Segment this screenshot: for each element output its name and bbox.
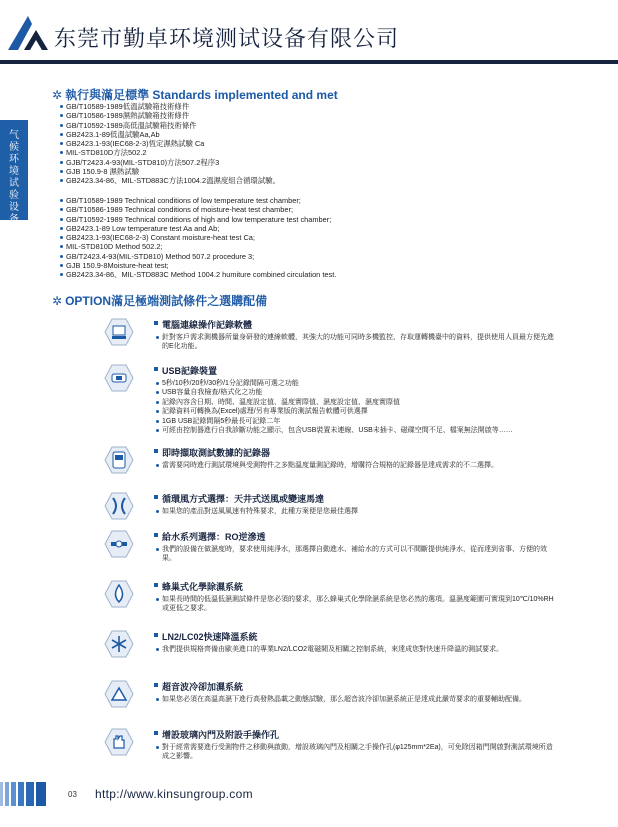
standards-en-list: [60, 196, 336, 280]
list-item: GB2423.1-93(IEC68-2-3)恆定濕熱試驗 Ca: [60, 139, 280, 148]
star-icon: ✲: [52, 88, 63, 102]
side-tab-char: 环: [9, 154, 19, 165]
list-item: GB/T10586-1989濕熱試驗箱技術條件: [60, 111, 280, 120]
list-item: GB2423.1-89 Low temperature test Aa and Ab;: [60, 224, 336, 233]
side-tab-char: 备: [9, 214, 19, 225]
option-line: 如果長時間的低溫低濕測試條件是您必須的要求，那么蜂巢式化學除濕系統是您必然的選項。溫濕度範圍可實現到10℃/10%RH或更低之要求。: [154, 595, 554, 614]
option-title: 循環風方式選擇：天井式送風或變速馬達: [154, 492, 554, 505]
options-heading: ✲ OPTION滿足極端測試條件之選購配備: [52, 294, 268, 308]
company-logo: [6, 12, 50, 52]
side-tab-char: 设: [9, 202, 19, 213]
option-title: 超音波冷卻加濕系統: [154, 680, 554, 693]
list-item: GB/T10592-1989高低溫試驗箱技術條件: [60, 121, 280, 130]
list-item: GB2423.1-89低溫試驗Aa,Ab: [60, 130, 280, 139]
option-line: 5秒/10秒/20秒/30秒/1分記錄間隔可選之功能: [154, 379, 554, 388]
footer-bar: [36, 782, 46, 806]
side-tab-char: 候: [9, 142, 19, 153]
option-title: 蜂巢式化學除濕系統: [154, 580, 554, 593]
data-logger-icon: [104, 446, 134, 474]
footer-bar: [18, 782, 24, 806]
list-item: GB/T10589-1989 Technical conditions of low temperature test chamber;: [60, 196, 336, 205]
option-line: 記錄內容含日期、時間、溫度設定值、溫度實際值、濕度設定值、濕度實際值: [154, 398, 554, 407]
side-tab-char: 境: [9, 166, 19, 177]
page-number: 03: [68, 790, 77, 799]
option-line: 針對客戶需求測機器所量身研發的連線軟體，其強大的功能可同時多機監控、存取運轉機臺中的資料，提供使用人員最方便先進的E化功能。: [154, 333, 554, 352]
list-item: GB2423.34-86、MIL-STD883C Method 1004.2 humiture combined circulation test.: [60, 270, 336, 279]
glove-port-icon: [104, 728, 134, 756]
footer-bar: [26, 782, 34, 806]
footer-bar: [5, 782, 9, 806]
footer-bar: [11, 782, 16, 806]
ultrasonic-icon: [104, 680, 134, 708]
company-name: 东莞市勤卓环境测试设备有限公司: [54, 27, 400, 52]
list-item: GB/T10586-1989 Technical conditions of moisture-heat test chamber;: [60, 205, 336, 214]
page-header: [0, 0, 618, 64]
footer-bar: [0, 782, 3, 806]
standards-cn-list: [60, 102, 280, 186]
option-title: 電腦連線操作記錄軟體: [154, 318, 554, 331]
option-line: 我們的設備在做濕度時，要求使用純淨水，那選擇自動進水、補給水的方式可以不間斷提供純淨水，從而達到省事、方便的效果。: [154, 545, 554, 564]
computer-software-icon: [104, 318, 134, 346]
option-title: USB記錄裝置: [154, 364, 554, 377]
list-item: MIL-STD810D Method 502.2;: [60, 242, 336, 251]
option-line: 當需要同時進行測試環境與受測物件之多點溫度量測記錄時，增購符合規格的記錄器是達成需求的不二選擇。: [154, 461, 554, 470]
option-line: 我們提供規格齊備由歐美進口的專業LN2/LCO2電磁閥及相關之控制系統，來達成您對快速升降溫的測試要求。: [154, 645, 554, 654]
standards-heading: ✲ 執行與滿足標準 Standards implemented and met: [52, 88, 338, 102]
option-line: 記錄資料可轉換為(Excel)處理/另有專業版的測試報告軟體可供選擇: [154, 407, 554, 416]
option-line: 1GB USB記錄間隔5秒最長可記錄二年: [154, 417, 554, 426]
side-tab-char: 气: [9, 130, 19, 141]
option-title: 增設玻璃內門及附設手操作孔: [154, 728, 554, 741]
side-category-tab: [0, 120, 28, 225]
list-item: GB/T10592-1989 Technical conditions of high and low temperature test chamber;: [60, 215, 336, 224]
list-item: GJB 150.9-8Moisture-heat test;: [60, 261, 336, 270]
list-item: GB/T2423.4-93(MIL-STD810) Method 507.2 procedure 3;: [60, 252, 336, 261]
option-title: 即時擷取測試數據的記錄器: [154, 446, 554, 459]
option-line: 可經由控制器進行自我診斷功能之顯示，包含USB裝置未連線、USB未插卡、磁碟空間不足、檔案無法開啟等……: [154, 426, 554, 435]
list-item: GB2423.1-93(IEC68-2-3) Constant moisture-heat test Ca;: [60, 233, 336, 242]
option-line: 如果您的產品對送風風速有特殊要求，此種方案便是您最佳選擇: [154, 507, 554, 516]
option-title: 給水系列選擇：RO逆滲透: [154, 530, 554, 543]
website-url[interactable]: http://www.kinsungroup.com: [95, 787, 253, 801]
list-item: MIL-STD810D方法502.2: [60, 148, 280, 157]
list-item: GB/T10589-1989低溫試驗箱技術條件: [60, 102, 280, 111]
ro-water-icon: [104, 530, 134, 558]
side-tab-char: 验: [9, 190, 19, 201]
side-tab-char: 试: [9, 178, 19, 189]
snowflake-icon: [104, 630, 134, 658]
option-line: USB容量自我檢查/格式化之功能: [154, 388, 554, 397]
list-item: GJB/T2423.4-93(MIL-STD810)方法507.2程序3: [60, 158, 280, 167]
header-divider: [0, 60, 618, 64]
option-line: 如果您必須在高溫高濕下進行高發熱晶載之動態試驗，那么超音波冷卻加濕系統正是達成此嚴苛要求的重要輔助配備。: [154, 695, 554, 704]
option-title: LN2/LC02快速降溫系統: [154, 630, 554, 643]
list-item: GB2423.34-86、MIL-STD883C方法1004.2溫濕度組合循環試驗。: [60, 176, 280, 185]
airflow-icon: [104, 492, 134, 520]
option-line: 對于經常需要進行受測物件之移動與啟動，增設玻璃內門及相關之手操作孔(φ125mm*2Ea)，可免除因箱門開啟對測試環境所造成之影響。: [154, 743, 554, 762]
list-item: GJB 150.9-8 濕熱試驗: [60, 167, 280, 176]
dehumidify-icon: [104, 580, 134, 608]
footer-decoration: [0, 782, 50, 806]
star-icon: ✲: [52, 294, 63, 308]
usb-recorder-icon: [104, 364, 134, 392]
